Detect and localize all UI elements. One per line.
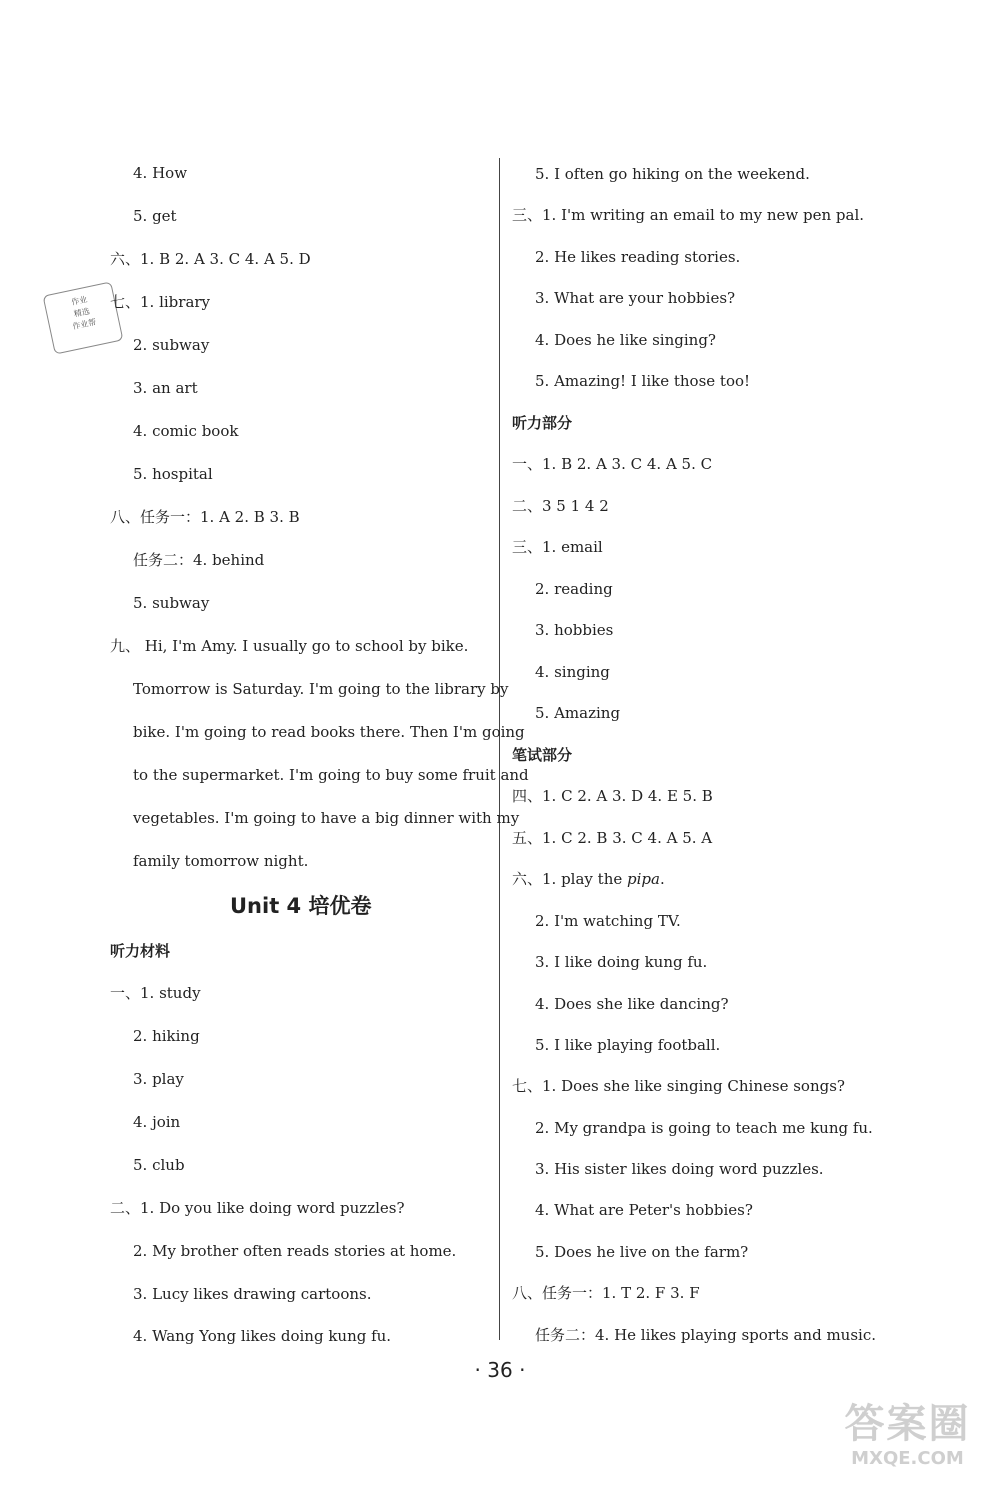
left-line: 4. How bbox=[133, 164, 188, 182]
section-heading: 笔试部分 bbox=[512, 746, 573, 764]
left-line: 5. subway bbox=[133, 594, 210, 612]
right-line: 2. I'm watching TV. bbox=[535, 912, 681, 930]
left-line: 4. Wang Yong likes doing kung fu. bbox=[133, 1327, 392, 1345]
left-line: 3. play bbox=[133, 1070, 184, 1088]
left-line: 二、1. Do you like doing word puzzles? bbox=[110, 1199, 405, 1217]
line-text: 六、1. play the bbox=[512, 870, 627, 888]
right-line: 4. Does she like dancing? bbox=[535, 995, 729, 1013]
right-line: 三、1. I'm writing an email to my new pen pal. bbox=[512, 206, 865, 224]
left-line: 八、任务一：1. A 2. B 3. B bbox=[110, 508, 300, 526]
right-line: 三、1. email bbox=[512, 538, 603, 556]
left-line: 2. My brother often reads stories at home. bbox=[133, 1242, 457, 1260]
left-line: 4. comic book bbox=[133, 422, 239, 440]
right-line: 4. What are Peter's hobbies? bbox=[535, 1201, 753, 1219]
passage-line: bike. I'm going to read books there. Then I'm going bbox=[133, 723, 525, 741]
right-line: 5. Amazing bbox=[535, 704, 621, 722]
passage-line: to the supermarket. I'm going to buy some fruit and bbox=[133, 766, 529, 784]
right-line bbox=[512, 869, 665, 889]
right-line: 5. Does he live on the farm? bbox=[535, 1243, 749, 1261]
column-divider bbox=[499, 158, 500, 1340]
right-line: 2. He likes reading stories. bbox=[535, 248, 741, 266]
right-line: 五、1. C 2. B 3. C 4. A 5. A bbox=[512, 829, 713, 847]
section-heading: 听力材料 bbox=[110, 942, 171, 960]
left-line: 一、1. study bbox=[110, 984, 201, 1002]
right-line: 5. I often go hiking on the weekend. bbox=[535, 165, 810, 183]
right-line: 3. His sister likes doing word puzzles. bbox=[535, 1160, 824, 1178]
right-line: 一、1. B 2. A 3. C 4. A 5. C bbox=[512, 455, 713, 473]
right-line: 4. singing bbox=[535, 663, 610, 681]
line-tail: . bbox=[659, 870, 665, 888]
right-line: 七、1. Does she like singing Chinese songs? bbox=[512, 1077, 845, 1095]
right-line: 2. reading bbox=[535, 580, 613, 598]
right-line: 5. Amazing! I like those too! bbox=[535, 372, 751, 390]
left-line: 2. subway bbox=[133, 336, 210, 354]
left-line: 任务二：4. behind bbox=[133, 551, 265, 569]
left-line: 2. hiking bbox=[133, 1027, 200, 1045]
left-line: 5. hospital bbox=[133, 465, 213, 483]
left-line: 七、1. library bbox=[110, 293, 211, 311]
passage-line: family tomorrow night. bbox=[133, 852, 309, 870]
right-line: 二、3 5 1 4 2 bbox=[512, 497, 609, 515]
left-line: 3. Lucy likes drawing cartoons. bbox=[133, 1285, 372, 1303]
watermark-text: 答案圈 bbox=[844, 1401, 971, 1447]
left-line: 3. an art bbox=[133, 379, 198, 397]
right-line: 3. What are your hobbies? bbox=[535, 289, 736, 307]
watermark-url: MXQE.COM bbox=[851, 1448, 964, 1469]
left-line: 5. get bbox=[133, 207, 177, 225]
passage-line: vegetables. I'm going to have a big dinner with my bbox=[133, 809, 520, 827]
right-line: 5. I like playing football. bbox=[535, 1036, 721, 1054]
watermark-logo bbox=[825, 1400, 990, 1485]
italic-word: pipa bbox=[627, 870, 660, 888]
passage-line: Tomorrow is Saturday. I'm going to the library by bbox=[133, 680, 509, 698]
right-line: 3. I like doing kung fu. bbox=[535, 953, 708, 971]
right-line: 2. My grandpa is going to teach me kung fu. bbox=[535, 1119, 873, 1137]
left-line: 六、1. B 2. A 3. C 4. A 5. D bbox=[110, 250, 311, 268]
page-number: · 36 · bbox=[474, 1358, 526, 1382]
unit-title: Unit 4 培优卷 bbox=[230, 894, 372, 918]
left-line: 4. join bbox=[133, 1113, 181, 1131]
section-heading: 听力部分 bbox=[512, 414, 573, 432]
stamp-logo: 作业 精选 作业帮 bbox=[43, 281, 124, 354]
right-line: 四、1. C 2. A 3. D 4. E 5. B bbox=[512, 787, 713, 805]
right-line: 任务二：4. He likes playing sports and music. bbox=[535, 1326, 876, 1344]
passage-line: 九、 Hi, I'm Amy. I usually go to school by bike. bbox=[110, 637, 469, 655]
right-line: 3. hobbies bbox=[535, 621, 614, 639]
right-line: 4. Does he like singing? bbox=[535, 331, 716, 349]
left-line: 5. club bbox=[133, 1156, 185, 1174]
right-line: 八、任务一：1. T 2. F 3. F bbox=[512, 1284, 700, 1302]
